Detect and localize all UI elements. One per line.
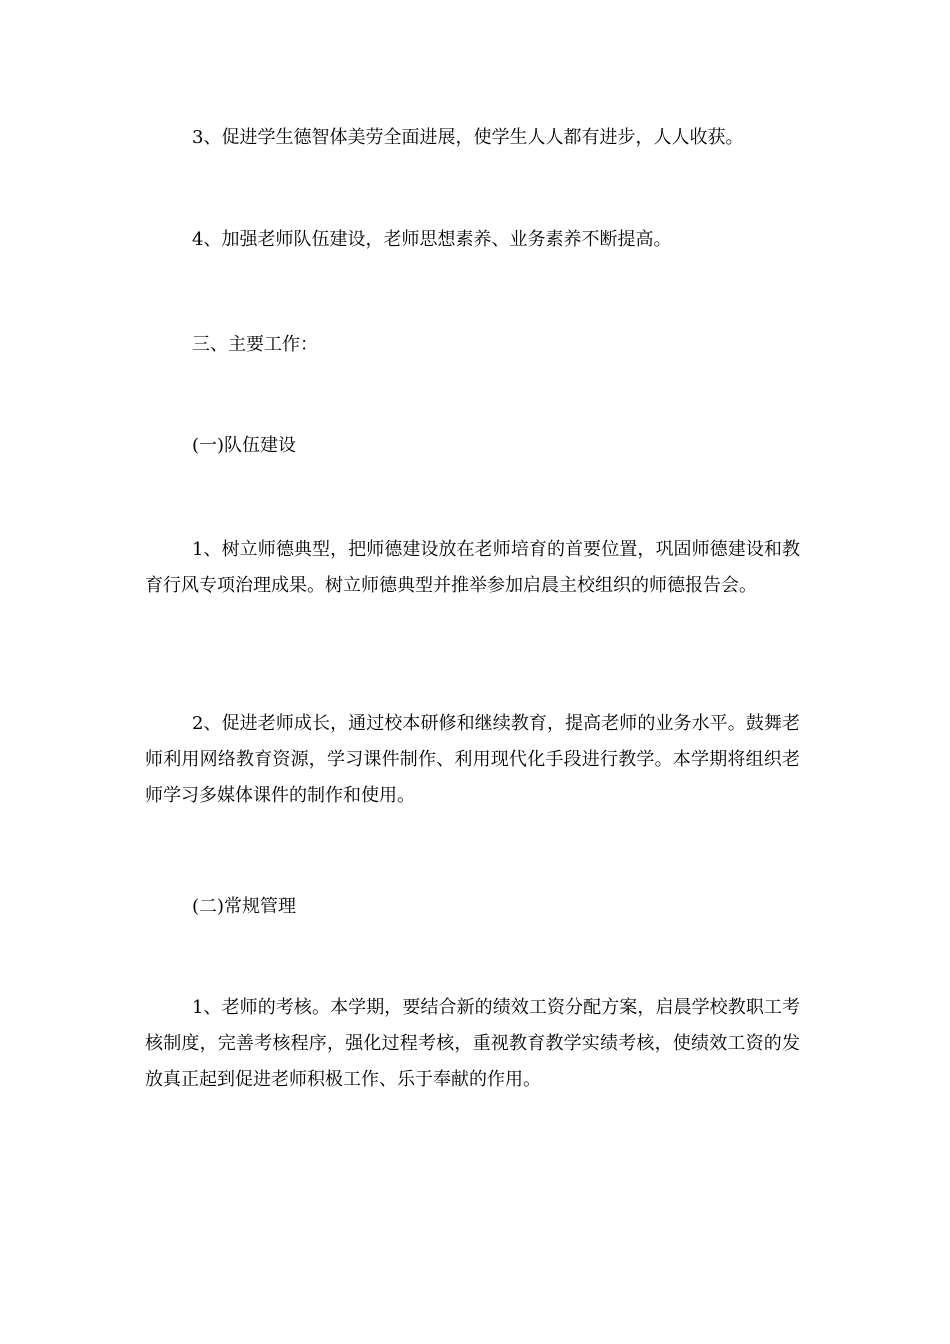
paragraph-teacher-growth: 2、促进老师成长，通过校本研修和继续教育，提高老师的业务水平。鼓舞老师利用网络教育资源，学习课件制作、利用现代化手段进行教学。本学期将组织老师学习多媒体课件的制作和使用。 (145, 713, 800, 806)
paragraph-goal-3: 3、促进学生德智体美劳全面进展，使学生人人都有进步，人人收获。 (192, 127, 744, 148)
paragraph-teacher-ethics: 1、树立师德典型，把师德建设放在老师培育的首要位置，巩固师德建设和教育行风专项治理成果。树立师德典型并推举参加启晨主校组织的师德报告会。 (145, 539, 800, 596)
subsection-heading-routine-management: (二)常规管理 (192, 896, 297, 917)
section-heading-main-work: 三、主要工作： (192, 334, 318, 355)
subsection-heading-team-building: (一)队伍建设 (192, 435, 297, 456)
paragraph-teacher-assessment: 1、老师的考核。本学期，要结合新的绩效工资分配方案，启晨学校教职工考核制度，完善考核程序，强化过程考核，重视教育教学实绩考核，使绩效工资的发放真正起到促进老师积极工作、乐于奉献的作用。 (145, 997, 800, 1090)
paragraph-goal-4: 4、加强老师队伍建设，老师思想素养、业务素养不断提高。 (192, 229, 672, 250)
